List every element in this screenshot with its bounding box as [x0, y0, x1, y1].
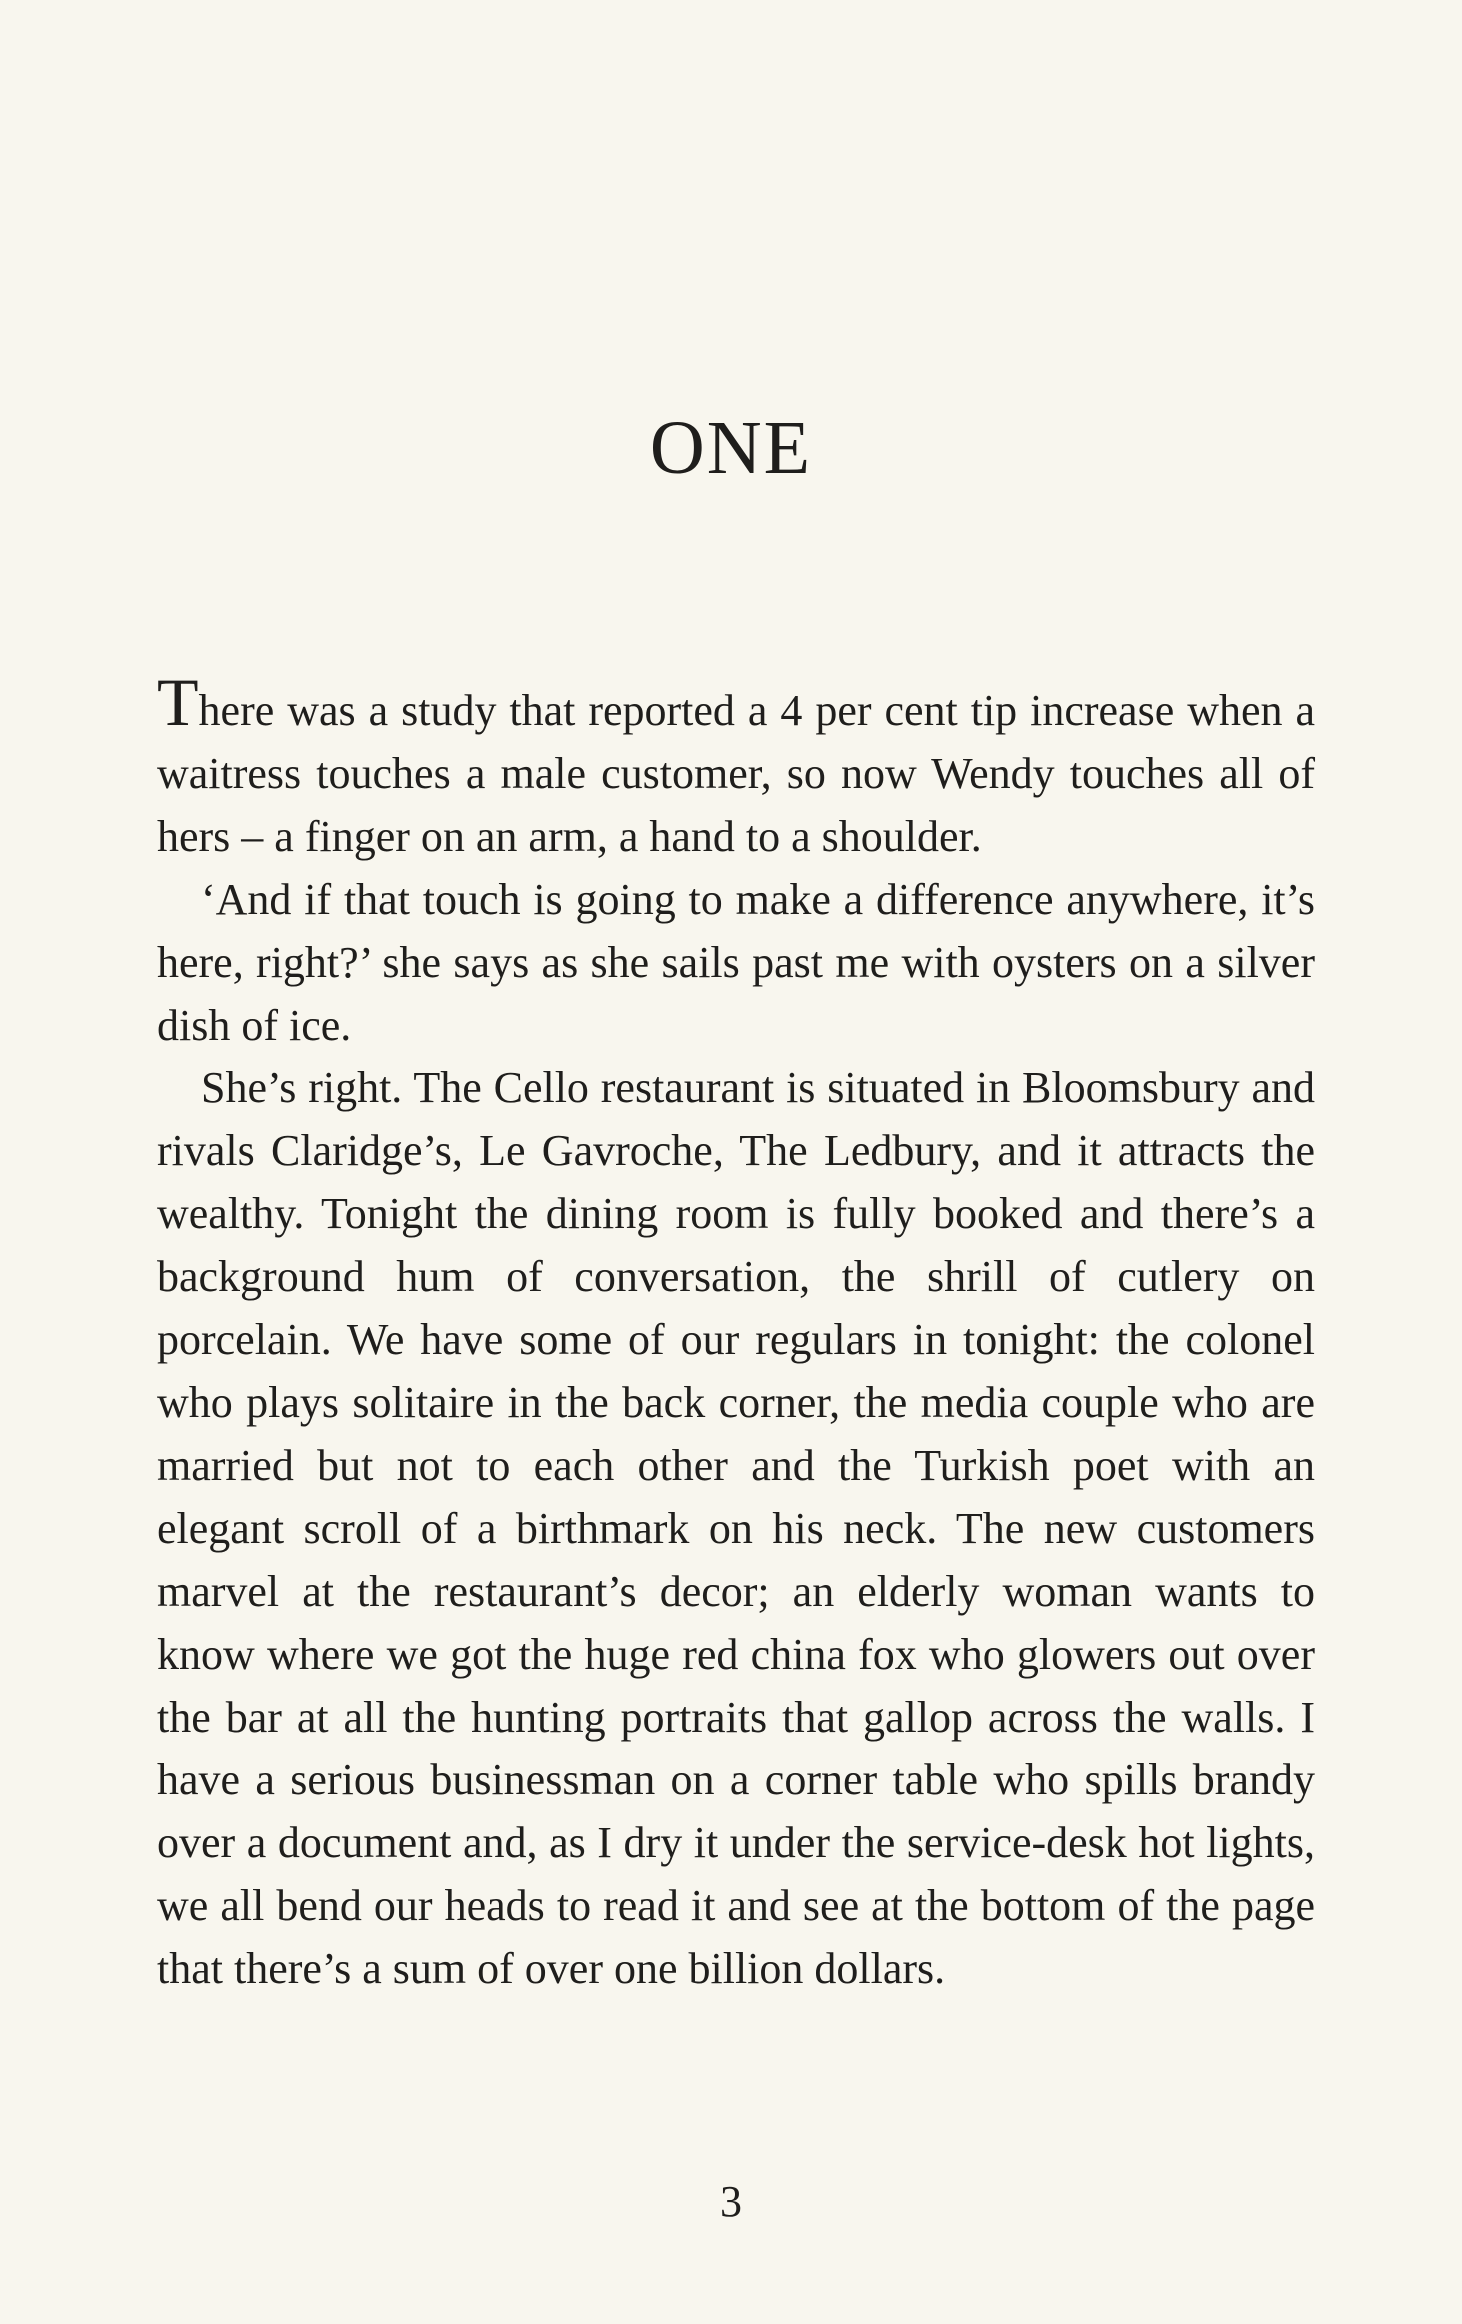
body-text [157, 664, 1315, 2001]
drop-cap: T [157, 664, 199, 740]
chapter-title: ONE [649, 406, 813, 490]
paragraph-3: She’s right. The Cello restaurant is situated in Bloomsbury and rivals Claridge’s, Le Gavroche, The Ledbury, and it attracts the wealthy. Tonight the dining room is fully booked and there’s a background hum of conversation, the shrill of cutlery on porcelain. We have some of our regulars in tonight: the colonel who plays solitaire in the back corner, the media couple who are married but not to each other and the Turkish poet with an elegant scroll of a birthmark on his neck. The new customers marvel at the restaurant’s decor; an elderly woman wants to know where we got the huge red china fox who glowers out over the bar at all the hunting portraits that gallop across the walls. I have a serious businessman on a corner table who spills brandy over a document and, as I dry it under the service-desk hot lights, we all bend our heads to read it and see at the bottom of the page that there’s a sum of over one billion dollars. [157, 1063, 1315, 1994]
paragraph-1-text: here was a study that reported a 4 per cent tip increase when a waitress touches a male customer, so now Wendy touches all of hers – a finger on an arm, a hand to a shoulder. [157, 686, 1315, 861]
paragraph-1 [157, 664, 1315, 869]
page-number: 3 [720, 2177, 742, 2226]
paragraph-2: ‘And if that touch is going to make a difference anywhere, it’s here, right?’ she says as she sails past me with oysters on a silver dish of ice. [157, 874, 1315, 1050]
